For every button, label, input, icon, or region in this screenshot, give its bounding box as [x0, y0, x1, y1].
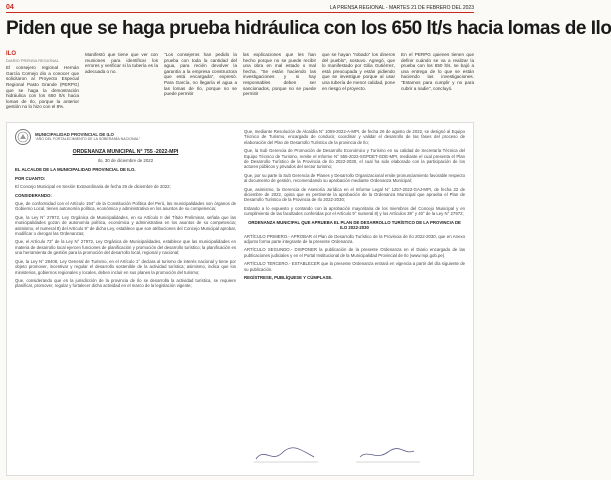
document-column-right — [244, 129, 465, 469]
ordinance-document — [6, 122, 474, 476]
publication-line: LA PRENSA REGIONAL - MARTES 21 DE FEBRERO DEL 2023 — [329, 4, 474, 11]
article-text-4: las explicaciones que les han hecho porque no se puede recibir una obra en mal estado o mal hecha. "Se están haciendo las investigaciones y si hay responsables deben ser sancionados, porque no se puede permitir — [243, 52, 316, 97]
divider — [6, 12, 474, 13]
paragraph: Que, de conformidad con el Artículo 194° de la Constitución Política del Perú, las municipalidades son órganos de Gobierno Local, tienen autonomía política, económica y administrativa en los asuntos de su competencia; — [15, 201, 236, 212]
article-third: ARTÍCULO TERCERO.- ESTABLECER que la presente Ordenanza entrará en vigencia a partir del día siguiente de su publicación. — [244, 261, 465, 272]
paragraph: Que, la Sub Gerencia de Promoción de Desarrollo Económico y Turismo en su calidad de Secretaría Técnica del Equipo Técnico de Turismo, remite el Informe N° 555-2022-SGPDET-GDE-MPI, mediante el cual presenta el Plan de Desarrollo Turístico de la Provincia de Ilo 2022-2030, el cual ha sido elaborado con la participación de los actores públicos y privados del sector turismo; — [244, 148, 465, 170]
por-cuanto: POR CUANTO: — [15, 175, 46, 181]
article-column-5 — [322, 52, 395, 116]
article-second: ARTÍCULO SEGUNDO.- DISPONER la publicación de la presente Ordenanza en el Diario encargado de las publicaciones judiciales y en el Portal Institucional de la Municipalidad Provincial de Ilo (www.mpi.gob.pe). — [244, 247, 465, 258]
letterhead — [15, 129, 236, 145]
signature-mark — [354, 443, 424, 465]
paragraph: Estando a lo expuesto y contando con la aprobación mayoritaria de los miembros del Concejo Municipal y en cumplimiento de las facultades conferidas por el Artículo 9° numeral 8) y los Artículos 39° y 40° de la Ley N° 27972; — [244, 205, 465, 217]
municipal-seal-icon — [15, 129, 31, 145]
paragraph: Que, la Ley N° 29408, Ley General de Turismo, en el Artículo 1° declara al turismo de interés nacional y tiene por objeto promover, incentivar y regular el desarrollo sostenible de la actividad turística; asimismo, indica que los ministerios, gobiernos regionales y locales, deben incluir en sus planes la promoción del turismo; — [15, 258, 236, 275]
paragraph: Que, mediante Resolución de Alcaldía N° 1059-2022-A-MPI, de fecha 26 de agosto de 2022, se designó al Equipo Técnico de Turismo, encargado de conducir, coordinar y validar el desarrollo de las fases del proceso de elaboración del Plan de Desarrollo Turístico de la provincia de Ilo; — [244, 129, 465, 145]
page-number: 04 — [6, 4, 14, 11]
headline: Piden que se haga prueba hidráulica con los 650 lt/s hacia lomas de Ilo — [6, 18, 611, 39]
article-text-3: "Los consejeros han pedido la prueba con toda la cantidad del agua, para recién devolver la garantía a la empresa constructora que está encargada", expresó. Para García, no llegaría el agua a las lomas de Ilo, porque no se puede permitir — [164, 52, 237, 97]
article-column-1 — [6, 52, 79, 116]
document-column-left — [15, 129, 236, 469]
paragraph: Que, la Ley N° 27972, Ley Orgánica de Municipalidades, en su Artículo II del Título Preliminar, señala que las municipalidades gozan de autonomía política, económica y administrativa en los asuntos de su competencia; asimismo, el numeral 8) del Artículo 9° de dicha Ley, establece que son atribuciones del Concejo Municipal aprobar, modificar o derogar las Ordenanzas; — [15, 214, 236, 237]
article-column-2 — [85, 52, 158, 116]
letterhead-org: MUNICIPALIDAD PROVINCIAL DE ILO — [35, 131, 114, 137]
considerando: CONSIDERANDO: — [15, 192, 52, 198]
paragraph: Que, el Artículo 73° de la Ley N° 27972, Ley Orgánica de Municipalidades, establece que las municipalidades en materia de desarrollo local ejercen funciones de planificación y promoción del desarrollo turístico; la planificación es una herramienta de gestión para la promoción del desarrollo local, regional y nacional; — [15, 239, 236, 256]
letterhead-sub: "AÑO DEL FORTALECIMIENTO DE LA SOBERANÍA NACIONAL" — [35, 137, 141, 141]
top-bar — [6, 3, 474, 12]
ordinance-date: Ilo, 30 de diciembre de 2022 — [97, 158, 154, 163]
article-text-6: En el PERPG quienes tienen que definir cuándo se va a realizar la prueba con los 650 lt/s, se bajó a una entrega de lo que se están haciendo las investigaciones. "Estamos para cumplir y no para cubrir a nadie", concluyó. — [401, 52, 474, 91]
paragraph: Que, considerando que en la jurisdicción de la provincia de Ilo se desarrolla la actividad turística, se requiere planificar, promover, regular y fortalecer dicha actividad en el marco de la legislación vigente; — [15, 277, 236, 289]
closing: REGÍSTRESE, PUBLÍQUESE Y CÚMPLASE. — [244, 274, 333, 280]
article-text-1: El consejero regional Hernán García Cornejo dio a conocer que solicitaron al Proyecto Especial Regional Pasto Grande (PERPG) que se haga la demostración hidráulica con los 650 lt/s hacia lomas de Ilo, porque la anterior gestión no lo hizo con el 8%. — [6, 65, 79, 110]
paragraph: Que, asimismo, la Gerencia de Asesoría Jurídica en el Informe Legal N° 1257-2022-GAJ-MPI, de fecha 22 de diciembre de 2022, opina que es pertinente la aprobación de la Ordenanza Municipal que aprueba el Plan de Desarrollo Turístico de la Provincia de Ilo 2022-2030; — [244, 186, 465, 203]
mayor-line: EL ALCALDE DE LA MUNICIPALIDAD PROVINCIAL DE ILO. — [15, 167, 136, 173]
ordinance-title: ORDENANZA MUNICIPAL N° 755 -2022-MPI — [72, 149, 179, 155]
approve-title: ORDENANZA MUNICIPAL QUE APRUEBA EL PLAN DE DESARROLLO TURÍSTICO DE LA PROVINCIA DE ILO 2022-2030 — [248, 219, 461, 231]
byline-place: ILO — [6, 51, 16, 57]
article-column-6 — [401, 52, 474, 116]
article-column-4 — [243, 52, 316, 116]
article-column-3 — [164, 52, 237, 116]
article-body — [6, 52, 474, 116]
signature-mark — [252, 443, 322, 465]
paragraph: Que, por su parte la Sub Gerencia de Planes y Desarrollo Organizacional emite pronunciamiento favorable respecto al documento de gestión, recomendando su aprobación mediante Ordenanza Municipal; — [244, 172, 465, 184]
article-text-2: Manifestó que tiene que ver con reuniones para identificar los errores y verificar si la tubería es la adecuada o no. — [85, 52, 158, 74]
article-text-5: que se hayan "robado" los dineros del pueblo", sostuvo. Agregó, que lo manifestado por Gilia Gutiérrez, está preocupada y están pidiendo que se investigue porque al usar una tubería de menor calidad, pone en riesgo el proyecto. — [322, 52, 395, 91]
byline-source: DIARIO PRENSA REGIONAL — [6, 57, 59, 63]
concejo-text: El Concejo Municipal en Sesión Extraordinaria de fecha 29 de diciembre de 2022; — [15, 184, 171, 190]
article-first: ARTÍCULO PRIMERO.- APROBAR el Plan de Desarrollo Turístico de la Provincia de Ilo 2022-2030, que en Anexo adjunto forma parte integrante de la presente Ordenanza. — [244, 233, 465, 244]
byline — [6, 52, 79, 63]
